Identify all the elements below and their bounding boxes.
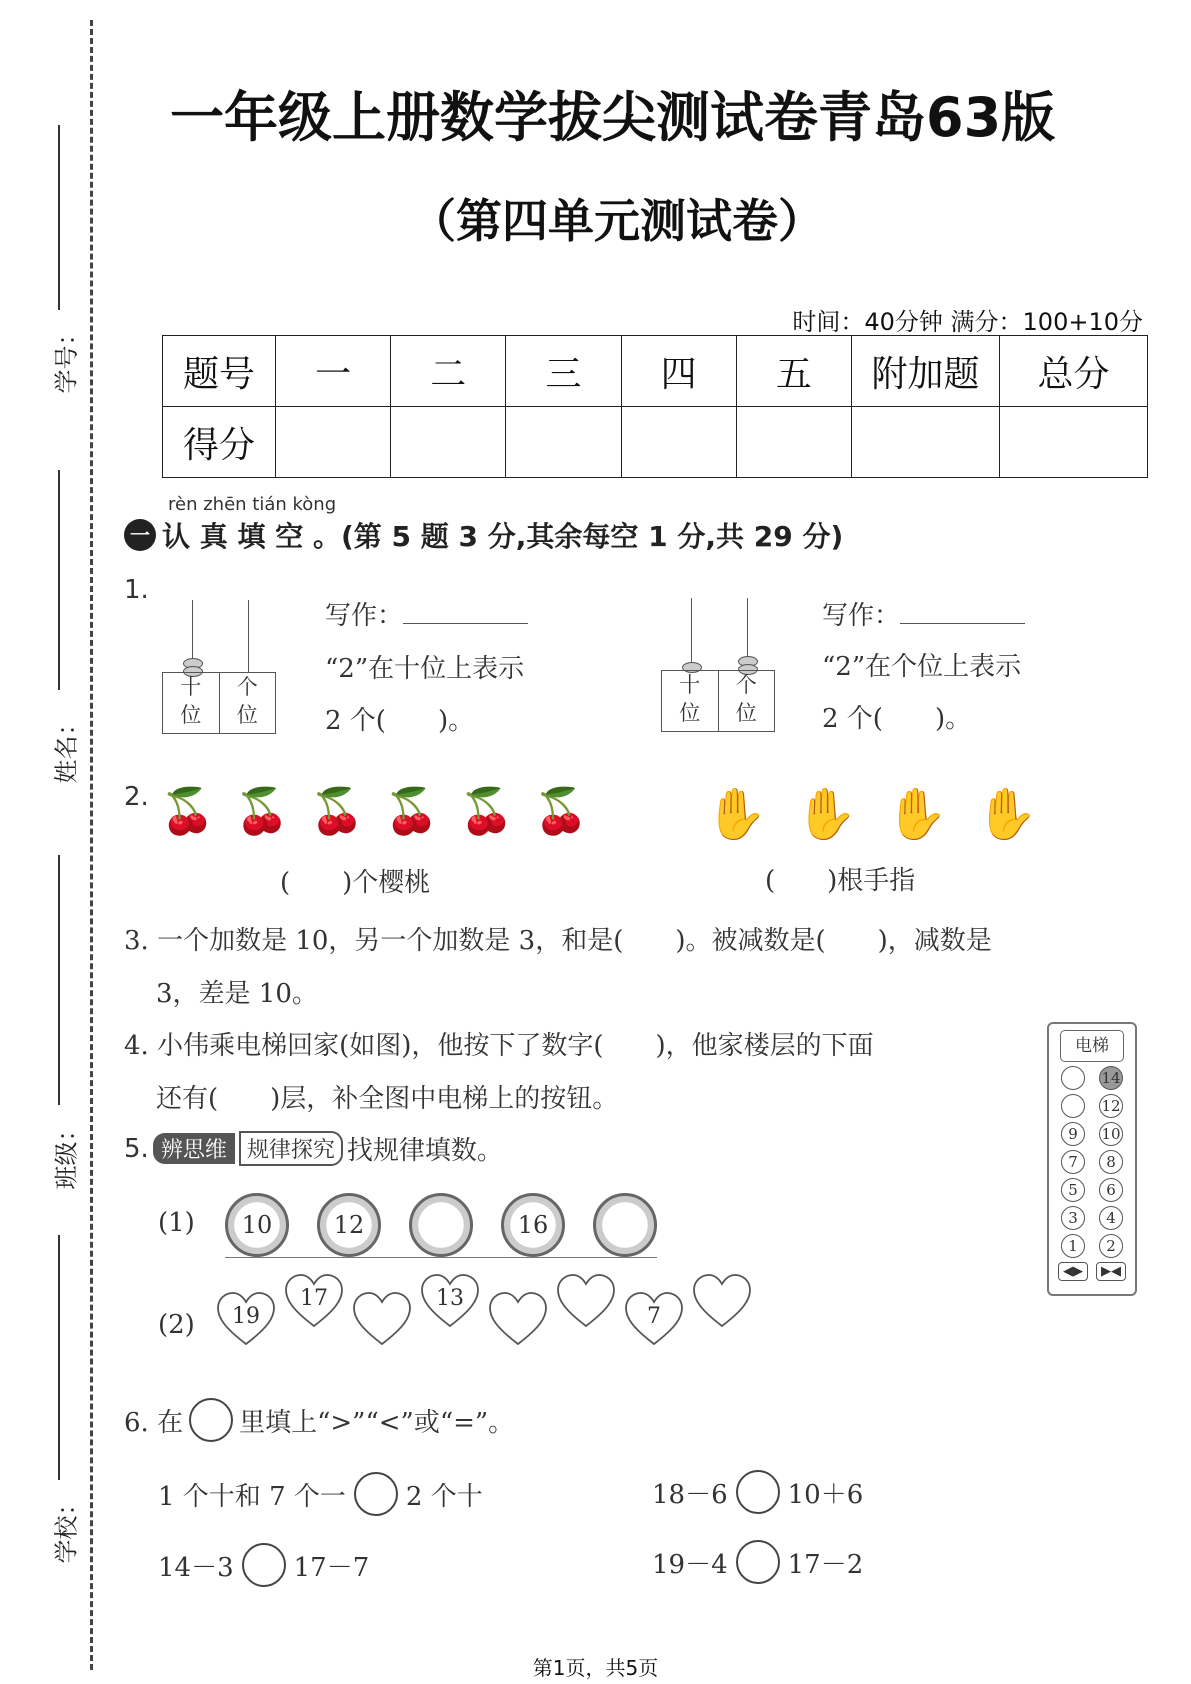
abacus-rod <box>248 600 249 672</box>
heart-icon <box>487 1290 549 1348</box>
q5-text: 找规律填数。 <box>346 1136 503 1166</box>
abacus-label: 位 <box>236 703 258 727</box>
elevator-button[interactable]: 1 <box>1061 1234 1085 1258</box>
q5-heading <box>124 1130 503 1167</box>
elevator-button[interactable]: 5 <box>1061 1178 1085 1202</box>
header-cell: 附加题 <box>852 336 1000 407</box>
heart-icon <box>691 1272 753 1330</box>
abacus-label: 位 <box>180 703 202 727</box>
score-cell[interactable] <box>621 407 736 478</box>
q6-title-pre: 6. 在 <box>124 1407 184 1438</box>
class-field[interactable] <box>58 855 60 1105</box>
flower-number: 12 <box>317 1193 381 1257</box>
school-label: 学校： <box>52 1491 81 1564</box>
elevator-button[interactable]: 6 <box>1099 1178 1123 1202</box>
elevator-button[interactable]: 14 <box>1099 1066 1123 1090</box>
abacus-label: 位 <box>679 701 701 725</box>
heart-number[interactable] <box>691 1272 753 1330</box>
compare-item: 14－3 17－7 <box>158 1543 369 1587</box>
elevator-button[interactable] <box>1061 1094 1085 1118</box>
heart-value: 17 <box>300 1285 328 1311</box>
abacus-rod <box>691 598 692 670</box>
heart-icon <box>351 1290 413 1348</box>
header-cell: 五 <box>736 336 851 407</box>
door-open-button[interactable]: ◀▶ <box>1058 1262 1088 1281</box>
elevator-panel <box>1047 1022 1137 1296</box>
badge-pattern: 规律探究 <box>239 1131 343 1166</box>
school-field[interactable] <box>58 1235 60 1480</box>
q5-part1-label: (1) <box>158 1208 195 1238</box>
q5-part2-label: (2) <box>158 1310 195 1340</box>
elevator-button[interactable]: 10 <box>1099 1122 1123 1146</box>
score-cell[interactable] <box>391 407 506 478</box>
compare-circle[interactable] <box>242 1543 286 1587</box>
elevator-button[interactable]: 9 <box>1061 1122 1085 1146</box>
q6-title-post: 里填上“>”“<”或“=”。 <box>239 1407 515 1438</box>
score-cell[interactable] <box>506 407 621 478</box>
heart-value: 19 <box>232 1303 260 1329</box>
abacus-label: 个 <box>735 673 757 697</box>
page-subtitle: （第四单元测试卷） <box>410 194 824 248</box>
student-number-field[interactable] <box>58 125 60 310</box>
name-field[interactable] <box>58 470 60 690</box>
q1-left-line2: 2 个( )。 <box>325 706 475 736</box>
q1-right-write: 写作： <box>822 595 1025 632</box>
header-cell: 一 <box>276 336 391 407</box>
binding-line <box>90 20 93 1670</box>
cherries-question: ( )个樱桃 <box>280 868 431 898</box>
header-cell: 四 <box>621 336 736 407</box>
circle-icon <box>189 1398 233 1442</box>
heart-number[interactable] <box>555 1272 617 1330</box>
elevator-button[interactable] <box>1061 1066 1085 1090</box>
score-cell[interactable] <box>736 407 851 478</box>
q4-line1: 4. 小伟乘电梯回家(如图)，他按下了数字( )，他家楼层的下面 <box>124 1031 874 1061</box>
q4-line2: 还有( )层，补全图中电梯上的按钮。 <box>156 1084 619 1114</box>
abacus-label: 十 <box>679 673 701 697</box>
score-table-header <box>163 336 1148 407</box>
abacus-label: 十 <box>180 675 202 699</box>
section-title: 认 真 填 空 。(第 5 题 3 分,其余每空 1 分,共 29 分) <box>162 520 844 553</box>
compare-item: 18－6 10＋6 <box>652 1470 863 1514</box>
q1-left-write: 写作： <box>325 595 528 632</box>
cherries-image: 🍒🍒🍒🍒🍒🍒 <box>160 786 609 837</box>
score-cell[interactable] <box>852 407 1000 478</box>
heart-sequence <box>215 1285 753 1348</box>
abacus-base <box>162 672 276 734</box>
flower-number: 16 <box>501 1193 565 1257</box>
page-title: 一年级上册数学拔尖测试卷青岛63版 <box>170 86 1056 149</box>
flower-number[interactable] <box>593 1193 657 1257</box>
score-cell[interactable] <box>1000 407 1148 478</box>
heart-number <box>623 1290 685 1348</box>
heart-number <box>283 1272 345 1330</box>
q6-heading <box>124 1398 514 1442</box>
flower-number: 10 <box>225 1193 289 1257</box>
q3-line1: 3. 一个加数是 10，另一个加数是 3，和是( )。被减数是( )，减数是 <box>124 926 992 956</box>
abacus-label: 位 <box>735 701 757 725</box>
elevator-button[interactable]: 8 <box>1099 1150 1123 1174</box>
abacus-label: 个 <box>236 675 258 699</box>
answer-blank[interactable] <box>900 623 1025 624</box>
q3-line2: 3，差是 10。 <box>156 979 318 1009</box>
elevator-button[interactable]: 7 <box>1061 1150 1085 1174</box>
section-pinyin: rèn zhēn tián kòng <box>168 494 337 515</box>
section-number-icon: 一 <box>124 519 156 551</box>
q1-right-line2: 2 个( )。 <box>822 704 972 734</box>
q1-number: 1. <box>124 575 149 605</box>
flower-sequence <box>225 1193 657 1258</box>
q5-number: 5. <box>124 1133 149 1164</box>
elevator-button[interactable]: 12 <box>1099 1094 1123 1118</box>
compare-circle[interactable] <box>736 1540 780 1584</box>
answer-blank[interactable] <box>403 623 528 624</box>
header-cell: 总分 <box>1000 336 1148 407</box>
class-label: 班级： <box>52 1117 81 1190</box>
flower-number[interactable] <box>409 1193 473 1257</box>
elevator-buttons <box>1049 1066 1135 1258</box>
heart-number[interactable] <box>351 1290 413 1348</box>
elevator-button[interactable]: 2 <box>1099 1234 1123 1258</box>
abacus-base <box>661 670 775 732</box>
heart-icon <box>555 1272 617 1330</box>
elevator-button[interactable]: 4 <box>1099 1206 1123 1230</box>
elevator-label: 电梯 <box>1060 1030 1124 1062</box>
badge-thinking: 辨思维 <box>153 1133 235 1164</box>
q2-number: 2. <box>124 782 149 812</box>
header-cell: 三 <box>506 336 621 407</box>
header-cell: 题号 <box>163 336 276 407</box>
score-table <box>162 335 1148 478</box>
heart-number <box>215 1290 277 1348</box>
fingers-question: ( )根手指 <box>765 866 916 896</box>
heart-value: 13 <box>436 1285 464 1311</box>
q1-left-line1: “2”在十位上表示 <box>325 654 525 684</box>
student-number-label: 学号： <box>52 321 81 394</box>
section-heading <box>124 515 843 555</box>
page-footer: 第1页，共5页 <box>532 1656 659 1680</box>
compare-circle[interactable] <box>354 1472 398 1516</box>
name-label: 姓名： <box>52 711 81 784</box>
heart-number <box>419 1272 481 1330</box>
header-cell: 二 <box>391 336 506 407</box>
compare-circle[interactable] <box>736 1470 780 1514</box>
score-row <box>163 407 1148 478</box>
compare-item: 1 个十和 7 个一 2 个十 <box>158 1472 483 1516</box>
heart-number[interactable] <box>487 1290 549 1348</box>
door-close-button[interactable]: ▶◀ <box>1096 1262 1126 1281</box>
elevator-button[interactable]: 3 <box>1061 1206 1085 1230</box>
row-label: 得分 <box>163 407 276 478</box>
score-cell[interactable] <box>276 407 391 478</box>
hands-image: ✋✋✋✋ <box>705 785 1067 843</box>
exam-meta: 时间：40分钟 满分：100+10分 <box>792 308 1143 336</box>
q1-right-line1: “2”在个位上表示 <box>822 652 1022 682</box>
heart-value: 7 <box>647 1303 661 1329</box>
compare-item: 19－4 17－2 <box>652 1540 863 1584</box>
